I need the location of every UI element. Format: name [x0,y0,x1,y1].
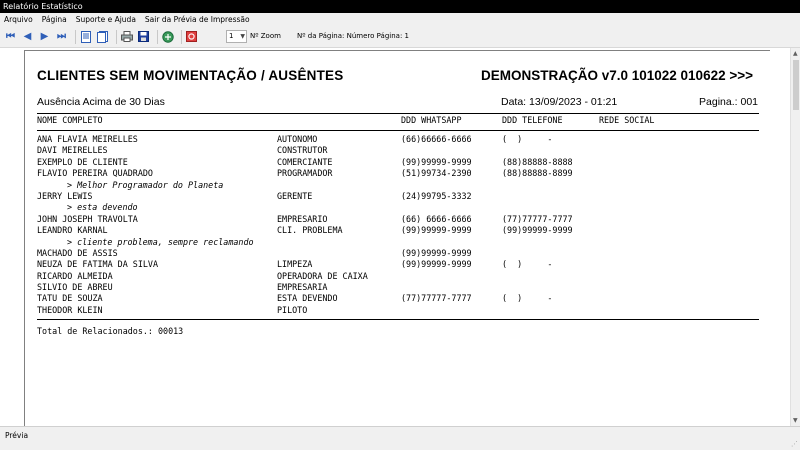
cell-telefone: (88)88888-8888 [502,156,573,167]
cell-telefone: ( ) - [502,134,553,144]
table-row [37,271,759,282]
column-rede-social: REDE SOCIAL [599,115,655,125]
menu-sair-previa[interactable]: Sair da Prévia de Impressão [144,15,250,24]
table-row [37,225,759,236]
column-name: NOME COMPLETO [37,115,103,125]
menu-bar [0,13,800,26]
cell-name: EXEMPLO DE CLIENTE [37,156,128,167]
menu-suporte[interactable]: Suporte e Ajuda [75,15,136,24]
cell-whatsapp: (99)99999-9999 [401,225,472,236]
cell-profession: CONSTRUTOR [277,145,328,156]
toolbar-separator [116,30,117,44]
status-bar [0,426,800,450]
table-row [37,134,759,145]
close-icon[interactable] [185,30,198,43]
table-row [37,248,759,259]
status-text: Prévia [5,431,29,440]
report-title: CLIENTES SEM MOVIMENTAÇÃO / AUSÊNTES [37,68,344,83]
cell-name: SILVIO DE ABREU [37,282,113,293]
cell-name: TATU DE SOUZA [37,293,103,304]
cell-telefone: (99)99999-9999 [502,225,573,236]
cell-profession: GERENTE [277,190,313,201]
menu-arquivo[interactable]: Arquivo [4,15,33,24]
last-page-icon[interactable]: ⏭ [57,31,66,42]
columns-rule [37,130,759,131]
table-row [37,305,759,316]
toolbar-separator [181,30,182,44]
cell-whatsapp: (66) 6666-6666 [401,213,472,224]
next-page-icon[interactable]: ▶ [40,31,49,42]
note-row [37,180,759,191]
scroll-up-icon[interactable]: ▲ [793,50,798,57]
report-total: Total de Relacionados.: 00013 [37,326,184,336]
cell-name: ANA FLAVIA MEIRELLES [37,134,138,144]
report-date: Data: 13/09/2023 - 01:21 [501,96,618,108]
table-row [37,293,759,304]
table-row [37,282,759,293]
cell-name: RICARDO ALMEIDA [37,270,113,281]
cell-whatsapp: (51)99734-2390 [401,168,472,179]
table-row [37,145,759,156]
cell-profession: AUTONOMO [277,134,318,144]
cell-profession: ESTA DEVENDO [277,293,338,304]
menu-pagina[interactable]: Página [41,15,67,24]
table-row [37,157,759,168]
scroll-down-icon[interactable]: ▼ [793,417,798,424]
cell-profession: CLI. PROBLEMA [277,225,343,236]
note-row [37,237,759,248]
scroll-thumb[interactable] [793,60,799,110]
prev-page-icon[interactable]: ◀ [23,31,32,42]
cell-whatsapp: (99)99999-9999 [401,156,472,167]
cell-telefone: (77)77777-7777 [502,213,573,224]
cell-name: LEANDRO KARNAL [37,225,108,236]
zoom-label: Nº Zoom [250,32,281,40]
toolbar-separator [157,30,158,44]
toolbar-separator [75,30,76,44]
note-text: > cliente problema, sempre reclamando [67,236,254,247]
report-subtitle: Ausência Acima de 30 Dias [37,96,165,108]
save-icon[interactable] [137,30,150,43]
multi-page-icon[interactable] [96,30,109,43]
cell-profession: EMPRESARIO [277,213,328,224]
cell-whatsapp: (99)99999-9999 [401,259,472,270]
cell-telefone: (88)88888-8899 [502,168,573,179]
first-page-icon[interactable]: ⏮ [6,31,15,42]
cell-profession: EMPRESARIA [277,282,328,293]
table-row [37,214,759,225]
window-title: Relatório Estatístico [0,0,800,13]
cell-profession: COMERCIANTE [277,156,333,167]
cell-profession: PILOTO [277,304,308,315]
report-rows [37,134,759,316]
note-row [37,202,759,213]
note-text: > Melhor Programador do Planeta [67,179,224,190]
table-row [37,191,759,202]
column-whatsapp: DDD WHATSAPP [401,115,462,125]
report-version: DEMONSTRAÇÃO v7.0 101022 010622 >>> [480,68,753,83]
cell-name: THEODOR KLEIN [37,304,103,315]
chevron-down-icon: ▼ [240,33,245,40]
cell-profession: OPERADORA DE CAIXA [277,270,368,281]
cell-name: DAVI MEIRELLES [37,145,108,156]
report-page-number: Pagina.: 001 [699,96,758,108]
column-headers [37,115,759,127]
cell-whatsapp: (66)66666-6666 [401,134,472,144]
cell-name: NEUZA DE FATIMA DA SILVA [37,259,159,270]
cell-name: JERRY LEWIS [37,190,93,201]
cell-name: FLAVIO PEREIRA QUADRADO [37,168,153,179]
cell-whatsapp: (99)99999-9999 [401,247,472,258]
note-text: > esta devendo [67,202,138,213]
table-row [37,259,759,270]
report-page [24,50,770,426]
zoom-value: 1 [229,32,234,40]
cell-name: JOHN JOSEPH TRAVOLTA [37,213,138,224]
cell-telefone: ( ) - [502,259,553,270]
cell-whatsapp: (24)99795-3332 [401,190,472,201]
footer-rule [37,319,759,320]
resize-grip-icon[interactable]: ⋰ [791,440,798,448]
table-row [37,168,759,179]
cell-whatsapp: (77)77777-7777 [401,293,472,304]
cell-telefone: ( ) - [502,293,553,304]
cell-profession: LIMPEZA [277,259,313,270]
export-icon[interactable] [161,30,174,43]
header-rule [37,113,759,114]
column-telefone: DDD TELEFONE [502,115,563,125]
cell-profession: PROGRAMADOR [277,168,333,179]
vertical-scrollbar[interactable] [790,48,800,426]
single-page-icon[interactable] [79,30,92,43]
print-icon[interactable] [120,30,133,43]
cell-name: MACHADO DE ASSIS [37,247,118,258]
page-number-label: Nº da Página: Número Página: 1 [297,32,409,40]
zoom-select[interactable] [226,30,247,43]
